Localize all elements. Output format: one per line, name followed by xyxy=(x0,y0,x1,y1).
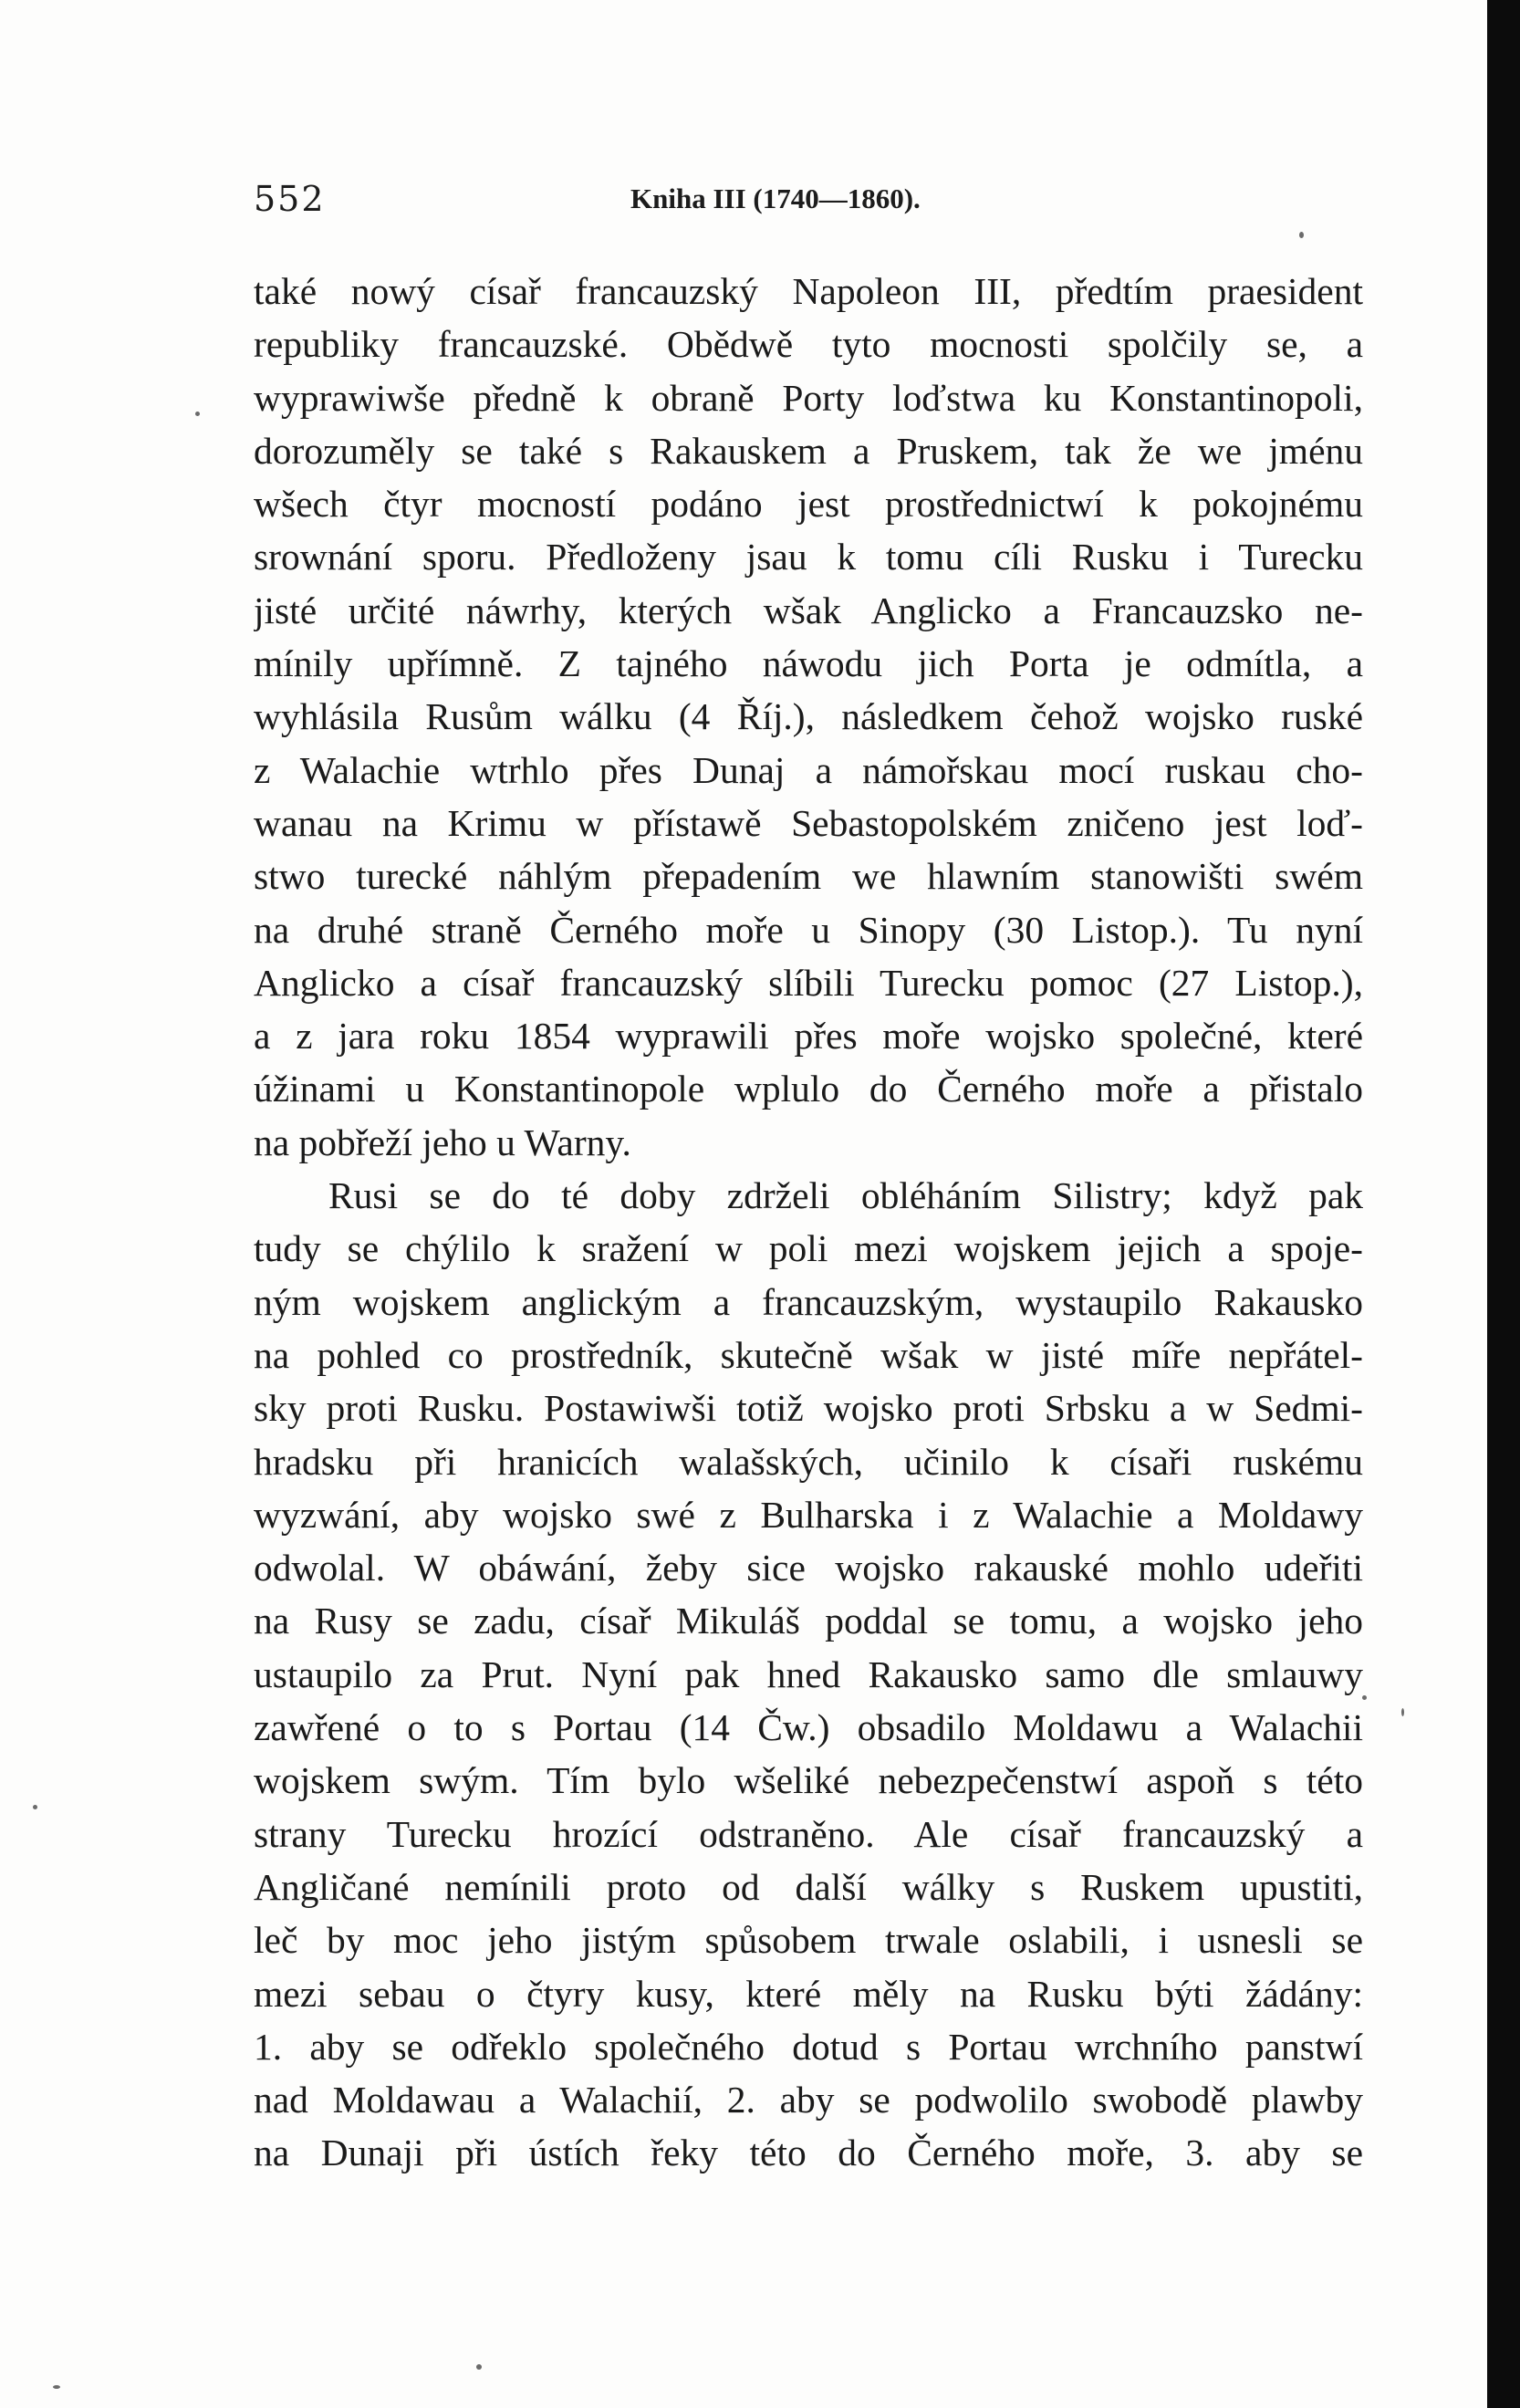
text-line: na druhé straně Černého moře u Sinopy (30 Listop.). Tu nyní xyxy=(254,908,1363,951)
text-line: hradsku při hranicích walašských, učinilo k císaři ruskému xyxy=(254,1440,1363,1483)
text-line: 1. aby se odřeklo společného dotud s Portau wrchního panstwí xyxy=(254,2025,1363,2068)
text-line: úžinami u Konstantinopole wplulo do Černého moře a přistalo xyxy=(254,1068,1363,1110)
text-line: a z jara roku 1854 wyprawili přes moře wojsko společné, které xyxy=(254,1015,1363,1058)
text-line: Anglicko a císař francauzský slíbili Turecku pomoc (27 Listop.), xyxy=(254,961,1363,1004)
text-line: Rusi se do té doby zdrželi obléháním Silistry; když pak xyxy=(328,1174,1363,1217)
text-line: republiky francauzské. Obědwě tyto mocnosti spolčily se, a xyxy=(254,323,1363,366)
text-line: wanau na Krimu w přístawě Sebastopolském zničeno jest loď- xyxy=(254,801,1363,844)
scan-speck xyxy=(1401,1708,1404,1716)
scan-speck xyxy=(476,2364,482,2370)
paragraph-2 xyxy=(254,1169,1363,2180)
text-line: tudy se chýlilo k sražení w poli mezi wojskem jejich a spoje- xyxy=(254,1227,1363,1270)
scan-border xyxy=(1487,0,1520,2408)
body-text xyxy=(254,265,1363,2180)
text-line: stwo turecké náhlým přepadením we hlawním stanowišti swém xyxy=(254,855,1363,898)
text-line: leč by moc jeho jistým spůsobem trwale oslabili, i usnesli se xyxy=(254,1919,1363,1962)
text-line: wšech čtyr mocností podáno jest prostřednictwí k pokojnému xyxy=(254,483,1363,526)
text-line: odwolal. W obáwání, žeby sice wojsko rakauské mohlo udeřiti xyxy=(254,1547,1363,1590)
scan-speck xyxy=(53,2385,60,2389)
text-line: ustaupilo za Prut. Nyní pak hned Rakausko samo dle smlauwy xyxy=(254,1652,1363,1695)
scan-speck xyxy=(33,1805,37,1809)
text-line: nad Moldawau a Walachií, 2. aby se podwolilo swobodě plawby xyxy=(254,2079,1363,2121)
scan-speck xyxy=(1299,232,1304,238)
text-line: na Dunaji při ústích řeky této do Černého moře, 3. aby se xyxy=(254,2132,1363,2174)
scan-speck xyxy=(1362,1695,1367,1700)
text-line: wyhlásila Rusům wálku (4 Říj.), následkem čehož wojsko ruské xyxy=(254,695,1363,738)
text-line: Angličané nemínili proto od další wálky s Ruskem upustiti, xyxy=(254,1865,1363,1908)
text-line: strany Turecku hrozící odstraněno. Ale císař francauzský a xyxy=(254,1812,1363,1855)
text-line: také nowý císař francauzský Napoleon III, předtím praesident xyxy=(254,270,1363,312)
text-line: srownání sporu. Předloženy jsau k tomu cíli Rusku i Turecku xyxy=(254,536,1363,579)
text-line: dorozuměly se také s Rakauskem a Pruskem, tak že we jménu xyxy=(254,429,1363,472)
page-header xyxy=(254,179,1363,223)
text-line: wyzwání, aby wojsko swé z Bulharska i z Walachie a Moldawy xyxy=(254,1493,1363,1536)
text-line: zawřené o to s Portau (14 Čw.) obsadilo Moldawu a Walachii xyxy=(254,1706,1363,1749)
text-line: mínily upřímně. Z tajného náwodu jich Porta je odmítla, a xyxy=(254,642,1363,685)
text-line: na Rusy se zadu, císař Mikuláš poddal se tomu, a wojsko jeho xyxy=(254,1600,1363,1642)
running-title: Kniha III (1740—1860). xyxy=(630,182,921,214)
text-line: wyprawiwše předně k obraně Porty loďstwa ku Konstantinopoli, xyxy=(254,376,1363,419)
text-line: mezi sebau o čtyry kusy, které měly na Rusku býti žádány: xyxy=(254,1972,1363,2015)
paragraph-1 xyxy=(254,265,1363,1169)
text-line: na pobřeží jeho u Warny. xyxy=(254,1121,631,1163)
scan-speck xyxy=(195,412,200,416)
text-line: ným wojskem anglickým a francauzským, wystaupilo Rakausko xyxy=(254,1280,1363,1323)
page-number: 552 xyxy=(254,179,326,219)
text-line: wojskem swým. Tím bylo wšeliké nebezpečenstwí aspoň s této xyxy=(254,1759,1363,1802)
text-line: na pohled co prostředník, skutečně wšak w jisté míře nepřátel- xyxy=(254,1333,1363,1376)
text-line: jisté určité náwrhy, kterých wšak Anglicko a Francauzsko ne- xyxy=(254,589,1363,631)
text-line: z Walachie wtrhlo přes Dunaj a námořskau mocí ruskau cho- xyxy=(254,748,1363,791)
text-line: sky proti Rusku. Postawiwši totiž wojsko proti Srbsku a w Sedmi- xyxy=(254,1387,1363,1430)
